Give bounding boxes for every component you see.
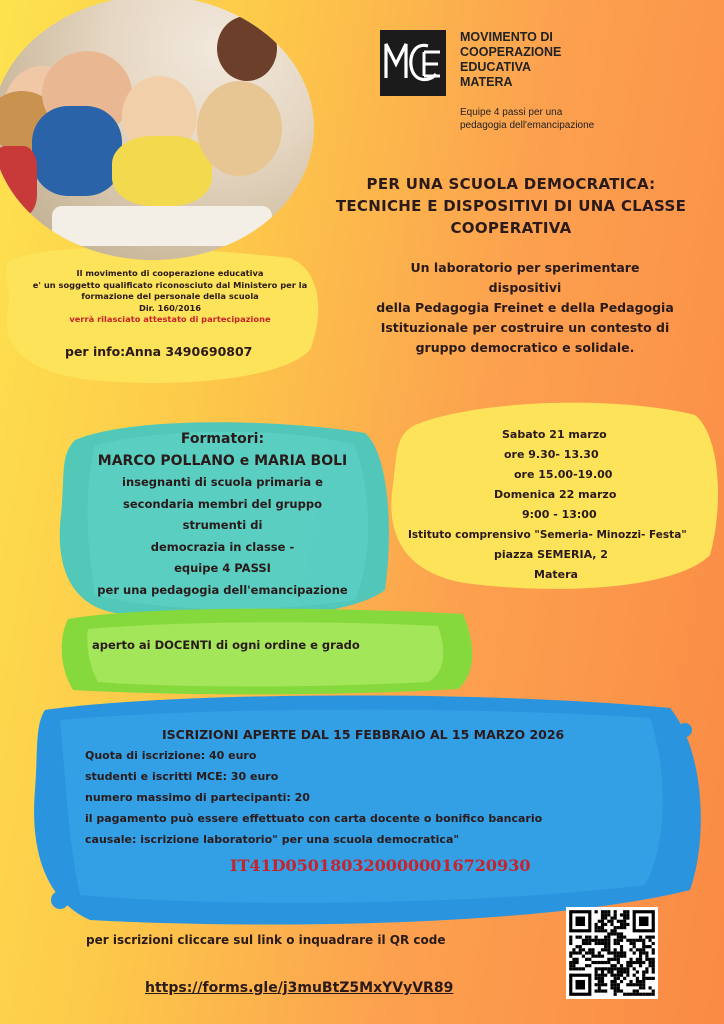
org-name-line: EDUCATIVA bbox=[460, 60, 532, 74]
registration-line: studenti e iscritti MCE: 30 euro bbox=[85, 770, 279, 783]
children-photo bbox=[0, 0, 314, 260]
schedule-line: 9:00 - 13:00 bbox=[522, 508, 597, 521]
iban: IT41D0501803200000016720930 bbox=[230, 856, 531, 875]
registration bbox=[85, 725, 695, 875]
org-tagline-line: pedagogia dell'emancipazione bbox=[460, 120, 595, 131]
title-line: TECNICHE E DISPOSITIVI DI UNA CLASSE bbox=[335, 197, 687, 215]
qr-code[interactable] bbox=[566, 907, 658, 999]
trainers-bio bbox=[60, 472, 385, 601]
org-name-line: MOVIMENTO DI bbox=[460, 30, 553, 44]
schedule-line: Matera bbox=[534, 568, 578, 581]
registration-line: il pagamento può essere effettuato con carta docente o bonifico bancario bbox=[85, 812, 543, 825]
trainers-bio-line: strumenti di bbox=[182, 518, 263, 532]
registration-link[interactable]: https://forms.gle/j3muBtZ5MxYVyVR89 bbox=[145, 980, 454, 996]
schedule bbox=[390, 425, 720, 585]
audience-note: aperto ai DOCENTI di ogni ordine e grado bbox=[92, 638, 360, 652]
trainers-bio-line: insegnanti di scuola primaria e bbox=[122, 475, 323, 489]
trainers-names: MARCO POLLANO e MARIA BOLI bbox=[97, 453, 348, 469]
event-description bbox=[360, 258, 690, 358]
trainers-bio-line: secondaria membri del gruppo bbox=[123, 496, 322, 511]
schedule-line: ore 15.00-19.00 bbox=[514, 468, 613, 481]
title-line: COOPERATIVA bbox=[450, 219, 572, 237]
trainers-bio-line: equipe 4 PASSI bbox=[174, 561, 271, 575]
accreditation bbox=[20, 268, 320, 326]
accreditation-line: Il movimento di cooperazione educativa bbox=[76, 268, 264, 278]
schedule-line: Domenica 22 marzo bbox=[494, 488, 617, 501]
accreditation-line: formazione del personale della scuola bbox=[81, 291, 259, 301]
description-line: Istituzionale per costruire un contesto di bbox=[380, 320, 670, 335]
mce-logo-mark bbox=[380, 30, 446, 96]
registration-details bbox=[85, 745, 695, 850]
info-contact: per info:Anna 3490690807 bbox=[65, 344, 253, 359]
description-line: gruppo democratico e solidale. bbox=[415, 340, 635, 355]
qr-code-pattern bbox=[566, 907, 658, 999]
description-line: Un laboratorio per sperimentare bbox=[410, 260, 640, 275]
certificate-note: verrà rilasciato attestato di partecipazione bbox=[69, 314, 271, 324]
org-tagline bbox=[460, 106, 594, 132]
registration-cta: per iscrizioni cliccare sul link o inquadrare il QR code bbox=[86, 933, 446, 947]
event-title bbox=[315, 173, 707, 239]
org-tagline-line: Equipe 4 passi per una bbox=[460, 107, 563, 118]
registration-line: Quota di iscrizione: 40 euro bbox=[85, 749, 257, 762]
description-line: della Pedagogia Freinet e della Pedagogia bbox=[376, 300, 674, 315]
registration-line: causale: iscrizione laboratorio" per una scuola democratica" bbox=[85, 833, 460, 846]
registration-line: numero massimo di partecipanti: 20 bbox=[85, 791, 310, 804]
schedule-line: ore 9.30- 13.30 bbox=[504, 448, 599, 461]
org-name-line: COOPERAZIONE bbox=[460, 45, 562, 59]
mce-logo bbox=[380, 30, 446, 96]
registration-heading: ISCRIZIONI APERTE DAL 15 FEBBRAIO AL 15 MARZO 2026 bbox=[162, 727, 565, 742]
schedule-line: piazza SEMERIA, 2 bbox=[494, 548, 608, 561]
trainers bbox=[60, 428, 385, 601]
trainers-bio-line: democrazia in classe - bbox=[150, 539, 295, 554]
trainers-heading: Formatori: bbox=[180, 431, 265, 447]
accreditation-line: Dir. 160/2016 bbox=[138, 302, 202, 313]
org-name-line: MATERA bbox=[460, 75, 513, 89]
org-name bbox=[460, 30, 561, 90]
title-line: PER UNA SCUOLA DEMOCRATICA: bbox=[366, 175, 656, 193]
description-line: dispositivi bbox=[488, 280, 562, 295]
trainers-bio-line: per una pedagogia dell'emancipazione bbox=[97, 582, 348, 597]
schedule-line: Sabato 21 marzo bbox=[502, 428, 607, 441]
schedule-line: Istituto comprensivo "Semeria- Minozzi- Festa" bbox=[408, 529, 687, 541]
accreditation-line: e' un soggetto qualificato riconosciuto dal Ministero per la bbox=[32, 279, 308, 290]
